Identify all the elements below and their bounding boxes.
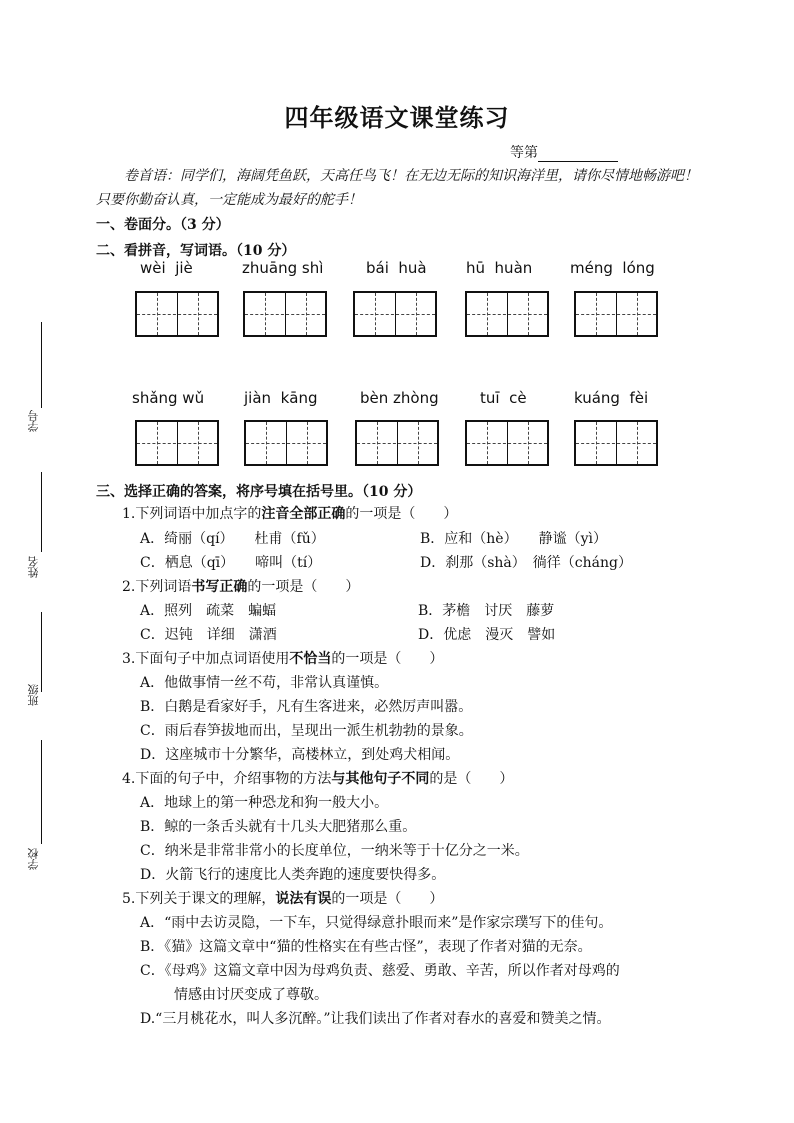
writing-grid[interactable] <box>353 291 437 337</box>
section-2-heading: 二、看拼音，写词语。（10 分） <box>96 243 296 259</box>
label-student-number: 学号 <box>27 410 40 432</box>
pinyin-5: méng lóng <box>570 259 655 277</box>
pinyin-9: tuī cè <box>480 389 527 407</box>
grade-label: 等第 <box>510 145 538 161</box>
pinyin-7: jiàn kāng <box>244 389 318 407</box>
question-1: 1.下列词语中加点字的注音全部正确的一项是（ ） <box>122 506 458 522</box>
q5-option-b[interactable]: B．《猫》这篇文章中“猫的性格实在有些古怪”，表现了作者对猫的无奈。 <box>140 939 592 955</box>
writing-grid[interactable] <box>243 291 327 337</box>
writing-grid[interactable] <box>465 420 549 466</box>
q3-option-c[interactable]: C．雨后春笋拔地而出，呈现出一派生机勃勃的景象。 <box>140 723 473 739</box>
q1-option-c[interactable]: C．栖息（qī） 啼叫（tí） <box>140 555 322 571</box>
pinyin-1: wèi jiè <box>140 259 193 277</box>
writing-grid[interactable] <box>465 291 549 337</box>
writing-grid[interactable] <box>574 291 658 337</box>
q2-option-d[interactable]: D．优虑 漫灭 譬如 <box>418 627 556 643</box>
writing-grid[interactable] <box>244 420 328 466</box>
q5-option-c-cont: 情感由讨厌变成了尊敬。 <box>174 987 328 1003</box>
pinyin-10: kuáng fèi <box>574 389 649 407</box>
pinyin-8: bèn zhòng <box>360 389 439 407</box>
writing-grid[interactable] <box>135 291 219 337</box>
binding-line <box>41 740 42 844</box>
pinyin-2: zhuāng shì <box>242 259 324 277</box>
section-3-heading: 三、选择正确的答案，将序号填在括号里。（10 分） <box>96 484 422 500</box>
q4-option-c[interactable]: C．纳米是非常非常小的长度单位，一纳米等于十亿分之一米。 <box>140 843 529 859</box>
q1-option-d[interactable]: D．刹那（shà） 徜徉（cháng） <box>420 555 632 571</box>
writing-grid[interactable] <box>355 420 439 466</box>
q4-option-a[interactable]: A．地球上的第一种恐龙和狗一般大小。 <box>140 795 389 811</box>
q1-option-a[interactable]: A．绮丽（qí） 杜甫（fǔ） <box>140 531 325 547</box>
intro-text: 卷首语：同学们，海阔凭鱼跃，天高任鸟飞！在无边无际的知识海洋里，请你尽情地畅游吧！只要你勤奋认真，一定能成为最好的舵手！ <box>96 168 698 208</box>
q5-option-a[interactable]: A．“雨中去访灵隐，一下车，只觉得绿意扑眼而来”是作家宗璞写下的佳句。 <box>140 915 613 931</box>
page-title: 四年级语文课堂练习 <box>284 103 510 132</box>
q3-option-b[interactable]: B．白鹅是看家好手，凡有生客进来，必然厉声叫嚣。 <box>140 699 473 715</box>
q2-option-a[interactable]: A．照列 疏菜 蝙蝠 <box>140 603 277 619</box>
section-1-heading: 一、卷面分。（3 分） <box>96 217 230 233</box>
binding-line <box>41 472 42 552</box>
question-2: 2.下列词语书写正确的一项是（ ） <box>122 579 360 595</box>
pinyin-4: hū huàn <box>466 259 533 277</box>
grade-field[interactable] <box>510 142 618 162</box>
q3-option-d[interactable]: D．这座城市十分繁华，高楼林立，到处鸡犬相闻。 <box>140 747 460 763</box>
writing-grid[interactable] <box>574 420 658 466</box>
pinyin-6: shǎng wǔ <box>132 389 205 407</box>
q2-option-b[interactable]: B．茅檐 讨厌 藤萝 <box>418 603 555 619</box>
label-name: 姓名 <box>27 556 40 578</box>
q3-option-a[interactable]: A．他做事情一丝不苟，非常认真谨慎。 <box>140 675 389 691</box>
pinyin-3: bái huà <box>366 259 427 277</box>
q1-option-b[interactable]: B．应和（hè） 静谧（yì） <box>420 531 607 547</box>
q5-option-d[interactable]: D.“三月桃花水，叫人多沉醉。”让我们读出了作者对春水的喜爱和赞美之情。 <box>140 1011 611 1027</box>
question-3: 3.下面句子中加点词语使用不恰当的一项是（ ） <box>122 651 444 667</box>
q4-option-b[interactable]: B．鲸的一条舌头就有十几头大肥猪那么重。 <box>140 819 417 835</box>
question-4: 4.下面的句子中，介绍事物的方法与其他句子不同的是（ ） <box>122 771 514 787</box>
writing-grid[interactable] <box>135 420 219 466</box>
q5-option-c[interactable]: C．《母鸡》这篇文章中因为母鸡负责、慈爱、勇敢、辛苦，所以作者对母鸡的 <box>140 963 620 979</box>
label-class: 班级 <box>27 684 40 706</box>
binding-line <box>41 612 42 692</box>
q2-option-c[interactable]: C．迟钝 详细 潇酒 <box>140 627 277 643</box>
q4-option-d[interactable]: D．火箭飞行的速度比人类奔跑的速度要快得多。 <box>140 867 446 883</box>
label-school: 学校 <box>27 848 40 870</box>
binding-line <box>41 322 42 408</box>
question-5: 5.下列关于课文的理解，说法有误的一项是（ ） <box>122 891 444 907</box>
grade-blank[interactable] <box>538 147 618 162</box>
